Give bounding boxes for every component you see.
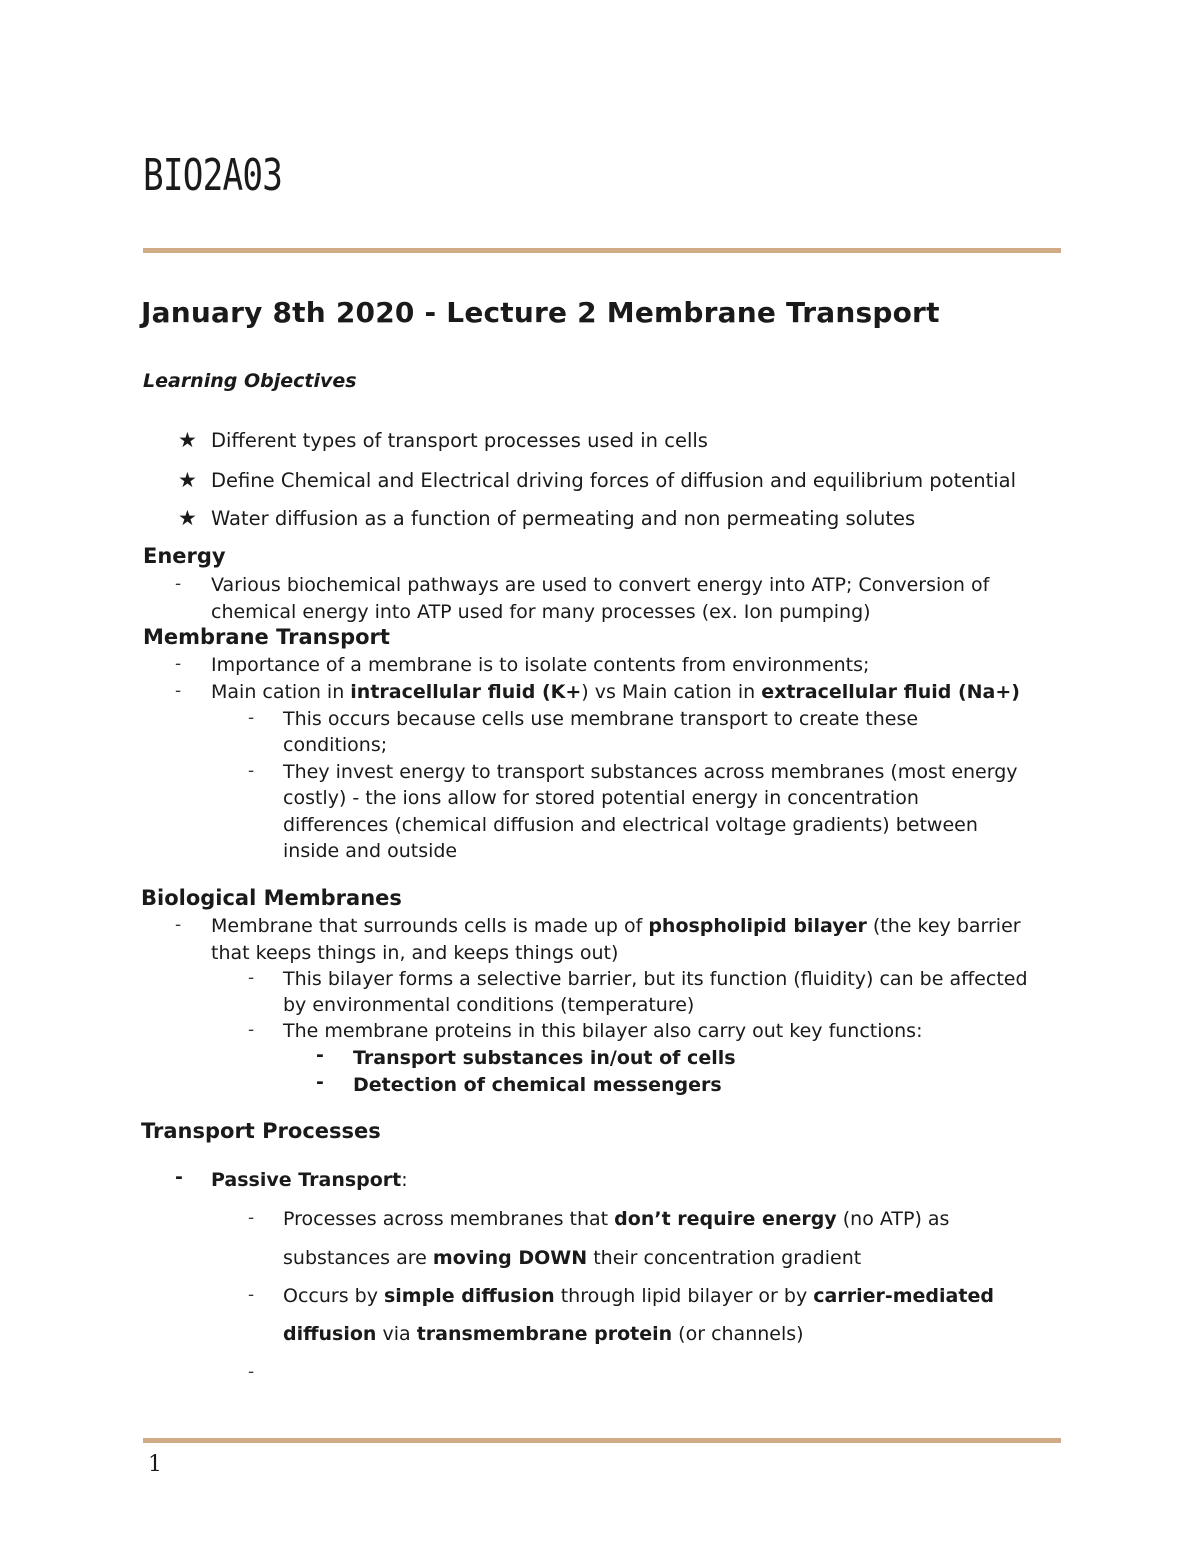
biological-membranes-sub-2: The membrane proteins in this bilayer also carry out key functions:: [283, 1020, 923, 1042]
bullet-dash: -: [175, 1166, 183, 1188]
star-bullet-icon: ★: [178, 428, 197, 452]
biological-membranes-sub-1-line-1: This bilayer forms a selective barrier, but its function (fluidity) can be affected: [283, 968, 1028, 990]
bullet-dash: -: [248, 708, 255, 728]
membrane-transport-sub-1-line-1: This occurs because cells use membrane transport to create these: [283, 708, 919, 730]
page-number: 1: [148, 1452, 162, 1477]
passive-point-2-line-2: diffusion via transmembrane protein (or channels): [283, 1323, 804, 1345]
page-title: January 8th 2020 - Lecture 2 Membrane Transport: [141, 296, 940, 329]
passive-point-2-line-1: Occurs by simple diffusion through lipid bilayer or by carrier-mediated: [283, 1285, 994, 1307]
biological-membranes-bullet-1-line-1: Membrane that surrounds cells is made up of phospholipid bilayer (the key barrier: [211, 915, 1021, 937]
bullet-dash: -: [248, 1208, 255, 1228]
energy-heading: Energy: [143, 544, 226, 568]
empty-bullet-dash: -: [248, 1362, 255, 1382]
bullet-dash: -: [175, 574, 182, 594]
bullet-dash: -: [316, 1044, 324, 1066]
key-function-1: Transport substances in/out of cells: [353, 1047, 736, 1069]
key-function-2: Detection of chemical messengers: [353, 1074, 722, 1096]
membrane-transport-sub-2-line-2: costly) - the ions allow for stored potential energy in concentration: [283, 787, 919, 809]
membrane-transport-sub-2-line-3: differences (chemical diffusion and electrical voltage gradients) between: [283, 814, 978, 836]
biological-membranes-sub-1-line-2: by environmental conditions (temperature): [283, 994, 695, 1016]
transport-processes-heading: Transport Processes: [141, 1119, 381, 1143]
energy-line-2: chemical energy into ATP used for many processes (ex. Ion pumping): [211, 601, 871, 623]
membrane-transport-sub-2-line-4: inside and outside: [283, 840, 458, 862]
membrane-transport-bullet-1: Importance of a membrane is to isolate contents from environments;: [211, 654, 870, 676]
biological-membranes-bullet-1-line-2: that keeps things in, and keeps things out): [211, 942, 619, 964]
energy-line-1: Various biochemical pathways are used to convert energy into ATP; Conversion of: [211, 574, 990, 596]
objective-item: ★ Water diffusion as a function of permeating and non permeating solutes: [178, 506, 916, 530]
objective-item: ★ Different types of transport processes used in cells: [178, 428, 708, 452]
biological-membranes-heading: Biological Membranes: [141, 886, 402, 910]
membrane-transport-heading: Membrane Transport: [143, 625, 390, 649]
header-divider: [143, 248, 1061, 253]
passive-point-1-line-1: Processes across membranes that don’t require energy (no ATP) as: [283, 1208, 950, 1230]
passive-transport-label: Passive Transport:: [211, 1169, 408, 1191]
bullet-dash: -: [248, 1020, 255, 1040]
bullet-dash: -: [248, 761, 255, 781]
membrane-transport-sub-2-line-1: They invest energy to transport substances across membranes (most energy: [283, 761, 1018, 783]
membrane-transport-bullet-2: Main cation in intracellular fluid (K+) vs Main cation in extracellular fluid (Na+): [211, 681, 1020, 703]
bullet-dash: -: [175, 654, 182, 674]
bullet-dash: -: [316, 1071, 324, 1093]
bullet-dash: -: [248, 968, 255, 988]
bullet-dash: -: [175, 915, 182, 935]
star-bullet-icon: ★: [178, 468, 197, 492]
footer-divider: [143, 1438, 1061, 1443]
bullet-dash: -: [248, 1285, 255, 1305]
membrane-transport-sub-1-line-2: conditions;: [283, 734, 388, 756]
star-bullet-icon: ★: [178, 506, 197, 530]
learning-objectives-heading: Learning Objectives: [143, 370, 357, 392]
bullet-dash: -: [175, 681, 182, 701]
objective-item: ★ Define Chemical and Electrical driving forces of diffusion and equilibrium potential: [178, 468, 1017, 492]
course-code: BIO2A03: [143, 150, 283, 201]
passive-point-1-line-2: substances are moving DOWN their concentration gradient: [283, 1247, 862, 1269]
